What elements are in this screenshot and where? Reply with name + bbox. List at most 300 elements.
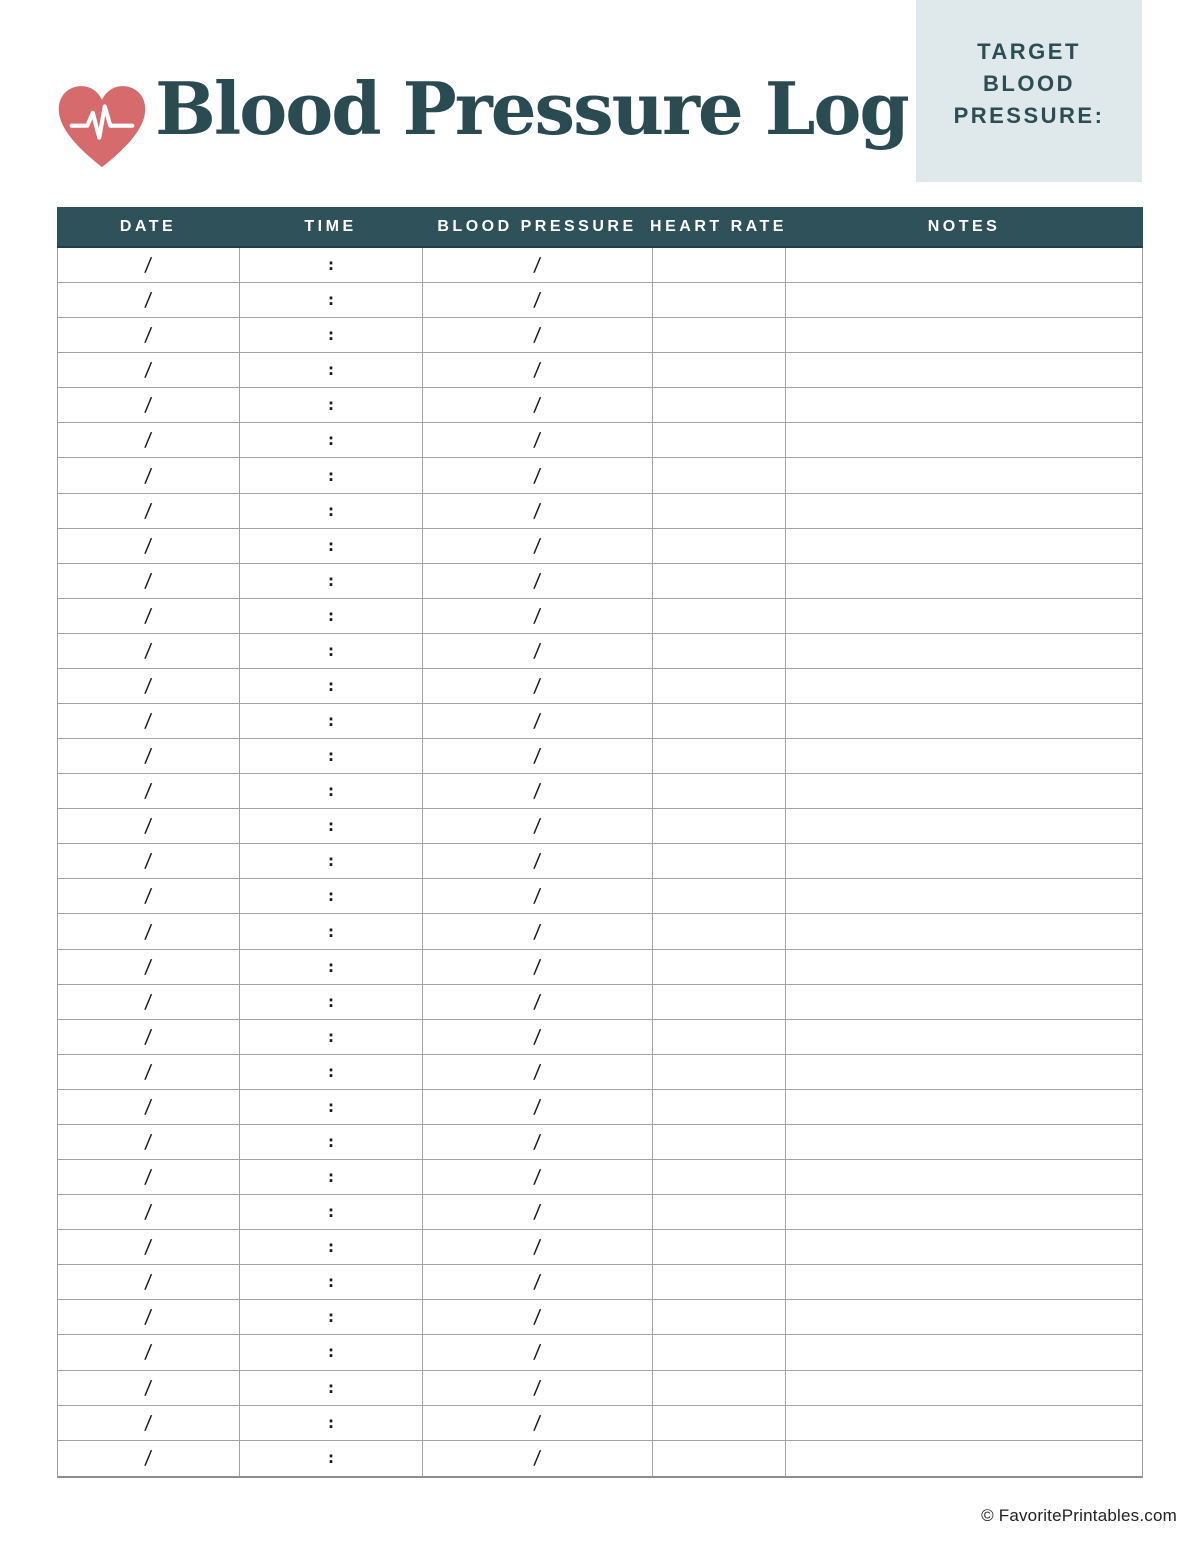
- time-cell: [240, 739, 423, 773]
- slash-separator-mark: /: [144, 815, 153, 838]
- table-row: [58, 1230, 1142, 1265]
- colon-separator-mark: :: [328, 1097, 334, 1116]
- time-cell: [240, 388, 423, 422]
- notes-cell: [786, 634, 1142, 668]
- time-cell: [240, 809, 423, 843]
- slash-separator-mark: /: [144, 745, 153, 768]
- date-cell: [58, 388, 240, 422]
- colon-separator-mark: :: [328, 887, 334, 906]
- date-cell: [58, 1335, 240, 1369]
- colon-separator-mark: :: [328, 1027, 334, 1046]
- date-cell: [58, 985, 240, 1019]
- slash-separator-mark: /: [144, 289, 153, 312]
- notes-cell: [786, 1160, 1142, 1194]
- blood-pressure-cell: [423, 739, 653, 773]
- colon-separator-mark: :: [328, 256, 334, 275]
- slash-separator-mark: /: [533, 1411, 542, 1434]
- heart-rate-cell: [653, 844, 786, 878]
- time-cell: [240, 950, 423, 984]
- blood-pressure-cell: [423, 529, 653, 563]
- slash-separator-mark: /: [533, 359, 542, 382]
- table-row: [58, 599, 1142, 634]
- notes-cell: [786, 1441, 1142, 1476]
- blood-pressure-cell: [423, 564, 653, 598]
- blood-pressure-cell: [423, 423, 653, 457]
- notes-cell: [786, 704, 1142, 738]
- colon-separator-mark: :: [328, 1378, 334, 1397]
- table-row: [58, 318, 1142, 353]
- table-row: [58, 1300, 1142, 1335]
- heart-rate-cell: [653, 1020, 786, 1054]
- slash-separator-mark: /: [144, 1236, 153, 1259]
- heart-rate-cell: [653, 353, 786, 387]
- table-row: [58, 774, 1142, 809]
- heart-ekg-icon: [56, 84, 148, 172]
- slash-separator-mark: /: [144, 990, 153, 1013]
- notes-cell: [786, 1300, 1142, 1334]
- heart-rate-cell: [653, 809, 786, 843]
- date-cell: [58, 739, 240, 773]
- notes-cell: [786, 529, 1142, 563]
- date-cell: [58, 704, 240, 738]
- date-cell: [58, 494, 240, 528]
- colon-separator-mark: :: [328, 606, 334, 625]
- notes-cell: [786, 739, 1142, 773]
- time-cell: [240, 599, 423, 633]
- slash-separator-mark: /: [533, 639, 542, 662]
- heart-rate-cell: [653, 739, 786, 773]
- slash-separator-mark: /: [533, 1271, 542, 1294]
- colon-separator-mark: :: [328, 1062, 334, 1081]
- table-row: [58, 1195, 1142, 1230]
- slash-separator-mark: /: [144, 1447, 153, 1470]
- colon-separator-mark: :: [328, 641, 334, 660]
- blood-pressure-cell: [423, 353, 653, 387]
- slash-separator-mark: /: [533, 534, 542, 557]
- table-row: [58, 1090, 1142, 1125]
- notes-cell: [786, 1230, 1142, 1264]
- date-cell: [58, 879, 240, 913]
- time-cell: [240, 353, 423, 387]
- slash-separator-mark: /: [144, 1201, 153, 1224]
- table-row: [58, 388, 1142, 423]
- table-row: [58, 248, 1142, 283]
- heart-rate-cell: [653, 1230, 786, 1264]
- date-cell: [58, 844, 240, 878]
- notes-cell: [786, 950, 1142, 984]
- blood-pressure-cell: [423, 634, 653, 668]
- date-cell: [58, 809, 240, 843]
- heart-rate-cell: [653, 774, 786, 808]
- slash-separator-mark: /: [533, 289, 542, 312]
- blood-pressure-cell: [423, 704, 653, 738]
- notes-cell: [786, 1195, 1142, 1229]
- slash-separator-mark: /: [144, 1341, 153, 1364]
- blood-pressure-cell: [423, 1160, 653, 1194]
- date-cell: [58, 1160, 240, 1194]
- notes-cell: [786, 844, 1142, 878]
- date-cell: [58, 1055, 240, 1089]
- blood-pressure-cell: [423, 879, 653, 913]
- notes-cell: [786, 494, 1142, 528]
- colon-separator-mark: :: [328, 501, 334, 520]
- date-cell: [58, 1230, 240, 1264]
- slash-separator-mark: /: [533, 674, 542, 697]
- table-row: [58, 1441, 1142, 1476]
- slash-separator-mark: /: [533, 1166, 542, 1189]
- heart-rate-cell: [653, 423, 786, 457]
- slash-separator-mark: /: [533, 815, 542, 838]
- slash-separator-mark: /: [533, 1341, 542, 1364]
- notes-cell: [786, 564, 1142, 598]
- slash-separator-mark: /: [144, 920, 153, 943]
- page-title: Blood Pressure Log: [155, 66, 908, 151]
- slash-separator-mark: /: [144, 850, 153, 873]
- date-cell: [58, 423, 240, 457]
- slash-separator-mark: /: [144, 710, 153, 733]
- table-row: [58, 564, 1142, 599]
- time-cell: [240, 318, 423, 352]
- blood-pressure-cell: [423, 1441, 653, 1476]
- heart-rate-cell: [653, 1055, 786, 1089]
- heart-rate-cell: [653, 634, 786, 668]
- time-cell: [240, 1020, 423, 1054]
- blood-pressure-cell: [423, 950, 653, 984]
- slash-separator-mark: /: [144, 499, 153, 522]
- slash-separator-mark: /: [144, 1130, 153, 1153]
- colon-separator-mark: :: [328, 466, 334, 485]
- column-header-blood-pressure: BLOOD PRESSURE: [437, 217, 637, 235]
- slash-separator-mark: /: [533, 850, 542, 873]
- target-blood-pressure-box: [916, 0, 1142, 182]
- colon-separator-mark: :: [328, 1203, 334, 1222]
- date-cell: [58, 599, 240, 633]
- blood-pressure-cell: [423, 669, 653, 703]
- table-row: [58, 879, 1142, 914]
- slash-separator-mark: /: [533, 604, 542, 627]
- time-cell: [240, 1125, 423, 1159]
- slash-separator-mark: /: [144, 1166, 153, 1189]
- slash-separator-mark: /: [144, 464, 153, 487]
- heart-rate-cell: [653, 914, 786, 948]
- heart-rate-cell: [653, 1090, 786, 1124]
- time-cell: [240, 1090, 423, 1124]
- blood-pressure-cell: [423, 1195, 653, 1229]
- slash-separator-mark: /: [533, 1376, 542, 1399]
- colon-separator-mark: :: [328, 1238, 334, 1257]
- blood-pressure-cell: [423, 774, 653, 808]
- time-cell: [240, 879, 423, 913]
- heart-rate-cell: [653, 1265, 786, 1299]
- colon-separator-mark: :: [328, 1308, 334, 1327]
- blood-pressure-log-table: [57, 207, 1143, 1478]
- time-cell: [240, 669, 423, 703]
- colon-separator-mark: :: [328, 1273, 334, 1292]
- time-cell: [240, 1371, 423, 1405]
- date-cell: [58, 1090, 240, 1124]
- slash-separator-mark: /: [144, 1025, 153, 1048]
- slash-separator-mark: /: [533, 1236, 542, 1259]
- column-header-notes: NOTES: [927, 217, 1001, 235]
- heart-rate-cell: [653, 318, 786, 352]
- colon-separator-mark: :: [328, 571, 334, 590]
- slash-separator-mark: /: [144, 885, 153, 908]
- blood-pressure-cell: [423, 494, 653, 528]
- blood-pressure-cell: [423, 1265, 653, 1299]
- colon-separator-mark: :: [328, 1449, 334, 1468]
- slash-separator-mark: /: [144, 324, 153, 347]
- heart-rate-cell: [653, 1371, 786, 1405]
- slash-separator-mark: /: [144, 674, 153, 697]
- notes-cell: [786, 879, 1142, 913]
- blood-pressure-cell: [423, 283, 653, 317]
- blood-pressure-cell: [423, 985, 653, 1019]
- date-cell: [58, 529, 240, 563]
- time-cell: [240, 1406, 423, 1440]
- notes-cell: [786, 669, 1142, 703]
- colon-separator-mark: :: [328, 817, 334, 836]
- notes-cell: [786, 1335, 1142, 1369]
- table-row: [58, 985, 1142, 1020]
- column-header-heart-rate: HEART RATE: [650, 217, 787, 235]
- table-row: [58, 458, 1142, 493]
- blood-pressure-cell: [423, 1020, 653, 1054]
- heart-rate-cell: [653, 564, 786, 598]
- slash-separator-mark: /: [144, 1306, 153, 1329]
- date-cell: [58, 774, 240, 808]
- slash-separator-mark: /: [533, 1060, 542, 1083]
- table-row: [58, 634, 1142, 669]
- slash-separator-mark: /: [533, 710, 542, 733]
- slash-separator-mark: /: [144, 394, 153, 417]
- colon-separator-mark: :: [328, 326, 334, 345]
- slash-separator-mark: /: [533, 745, 542, 768]
- date-cell: [58, 1265, 240, 1299]
- time-cell: [240, 1441, 423, 1476]
- slash-separator-mark: /: [144, 254, 153, 277]
- time-cell: [240, 564, 423, 598]
- slash-separator-mark: /: [144, 1411, 153, 1434]
- slash-separator-mark: /: [533, 990, 542, 1013]
- notes-cell: [786, 318, 1142, 352]
- copyright-text: © FavoritePrintables.com: [981, 1506, 1177, 1525]
- time-cell: [240, 529, 423, 563]
- time-cell: [240, 634, 423, 668]
- date-cell: [58, 283, 240, 317]
- time-cell: [240, 1055, 423, 1089]
- blood-pressure-cell: [423, 1335, 653, 1369]
- colon-separator-mark: :: [328, 747, 334, 766]
- table-row: [58, 529, 1142, 564]
- time-cell: [240, 844, 423, 878]
- slash-separator-mark: /: [144, 534, 153, 557]
- slash-separator-mark: /: [144, 1271, 153, 1294]
- slash-separator-mark: /: [533, 324, 542, 347]
- heart-rate-cell: [653, 248, 786, 282]
- heart-rate-cell: [653, 458, 786, 492]
- blood-pressure-cell: [423, 1230, 653, 1264]
- slash-separator-mark: /: [533, 955, 542, 978]
- slash-separator-mark: /: [533, 464, 542, 487]
- table-body: [57, 248, 1143, 1478]
- colon-separator-mark: :: [328, 1343, 334, 1362]
- target-blood-pressure-label: TARGET BLOOD PRESSURE:: [953, 39, 1105, 128]
- time-cell: [240, 985, 423, 1019]
- table-row: [58, 950, 1142, 985]
- notes-cell: [786, 248, 1142, 282]
- blood-pressure-cell: [423, 1055, 653, 1089]
- date-cell: [58, 950, 240, 984]
- column-header-time: TIME: [304, 217, 357, 235]
- table-row: [58, 283, 1142, 318]
- slash-separator-mark: /: [144, 359, 153, 382]
- date-cell: [58, 1125, 240, 1159]
- blood-pressure-cell: [423, 1125, 653, 1159]
- date-cell: [58, 1195, 240, 1229]
- blood-pressure-cell: [423, 458, 653, 492]
- slash-separator-mark: /: [144, 1060, 153, 1083]
- blood-pressure-cell: [423, 844, 653, 878]
- table-row: [58, 1125, 1142, 1160]
- table-row: [58, 669, 1142, 704]
- notes-cell: [786, 1125, 1142, 1159]
- date-cell: [58, 1371, 240, 1405]
- notes-cell: [786, 388, 1142, 422]
- slash-separator-mark: /: [533, 1306, 542, 1329]
- notes-cell: [786, 353, 1142, 387]
- time-cell: [240, 1335, 423, 1369]
- notes-cell: [786, 809, 1142, 843]
- heart-rate-cell: [653, 1441, 786, 1476]
- notes-cell: [786, 1055, 1142, 1089]
- heart-rate-cell: [653, 704, 786, 738]
- time-cell: [240, 1230, 423, 1264]
- notes-cell: [786, 423, 1142, 457]
- time-cell: [240, 1195, 423, 1229]
- table-row: [58, 739, 1142, 774]
- time-cell: [240, 458, 423, 492]
- colon-separator-mark: :: [328, 536, 334, 555]
- notes-cell: [786, 1371, 1142, 1405]
- colon-separator-mark: :: [328, 1413, 334, 1432]
- notes-cell: [786, 1020, 1142, 1054]
- slash-separator-mark: /: [533, 429, 542, 452]
- slash-separator-mark: /: [144, 780, 153, 803]
- heart-rate-cell: [653, 1300, 786, 1334]
- blood-pressure-cell: [423, 1090, 653, 1124]
- time-cell: [240, 774, 423, 808]
- table-row: [58, 494, 1142, 529]
- slash-separator-mark: /: [533, 569, 542, 592]
- slash-separator-mark: /: [533, 254, 542, 277]
- date-cell: [58, 564, 240, 598]
- table-row: [58, 1406, 1142, 1441]
- colon-separator-mark: :: [328, 782, 334, 801]
- table-row: [58, 844, 1142, 879]
- date-cell: [58, 1406, 240, 1440]
- colon-separator-mark: :: [328, 957, 334, 976]
- heart-rate-cell: [653, 283, 786, 317]
- date-cell: [58, 458, 240, 492]
- heart-rate-cell: [653, 669, 786, 703]
- blood-pressure-cell: [423, 1406, 653, 1440]
- table-row: [58, 353, 1142, 388]
- colon-separator-mark: :: [328, 396, 334, 415]
- time-cell: [240, 1265, 423, 1299]
- time-cell: [240, 494, 423, 528]
- notes-cell: [786, 458, 1142, 492]
- slash-separator-mark: /: [533, 394, 542, 417]
- blood-pressure-cell: [423, 599, 653, 633]
- time-cell: [240, 704, 423, 738]
- time-cell: [240, 914, 423, 948]
- table-header-row: [57, 207, 1143, 248]
- colon-separator-mark: :: [328, 291, 334, 310]
- date-cell: [58, 248, 240, 282]
- slash-separator-mark: /: [533, 1201, 542, 1224]
- slash-separator-mark: /: [144, 1095, 153, 1118]
- heart-rate-cell: [653, 1125, 786, 1159]
- table-row: [58, 1371, 1142, 1406]
- colon-separator-mark: :: [328, 1132, 334, 1151]
- heart-rate-cell: [653, 879, 786, 913]
- slash-separator-mark: /: [144, 604, 153, 627]
- notes-cell: [786, 774, 1142, 808]
- colon-separator-mark: :: [328, 712, 334, 731]
- slash-separator-mark: /: [533, 1130, 542, 1153]
- slash-separator-mark: /: [533, 1447, 542, 1470]
- slash-separator-mark: /: [144, 1376, 153, 1399]
- table-row: [58, 704, 1142, 739]
- slash-separator-mark: /: [144, 429, 153, 452]
- heart-rate-cell: [653, 599, 786, 633]
- table-row: [58, 1335, 1142, 1370]
- heart-rate-cell: [653, 1160, 786, 1194]
- slash-separator-mark: /: [533, 920, 542, 943]
- date-cell: [58, 669, 240, 703]
- colon-separator-mark: :: [328, 1168, 334, 1187]
- blood-pressure-cell: [423, 318, 653, 352]
- heart-rate-cell: [653, 494, 786, 528]
- table-row: [58, 1020, 1142, 1055]
- table-row: [58, 914, 1142, 949]
- time-cell: [240, 423, 423, 457]
- heart-rate-cell: [653, 388, 786, 422]
- heart-rate-cell: [653, 1195, 786, 1229]
- table-row: [58, 423, 1142, 458]
- table-row: [58, 1265, 1142, 1300]
- notes-cell: [786, 985, 1142, 1019]
- time-cell: [240, 1300, 423, 1334]
- date-cell: [58, 1020, 240, 1054]
- table-row: [58, 809, 1142, 844]
- date-cell: [58, 1300, 240, 1334]
- column-header-date: DATE: [119, 217, 177, 235]
- heart-rate-cell: [653, 950, 786, 984]
- slash-separator-mark: /: [533, 499, 542, 522]
- notes-cell: [786, 599, 1142, 633]
- time-cell: [240, 283, 423, 317]
- blood-pressure-cell: [423, 1371, 653, 1405]
- notes-cell: [786, 283, 1142, 317]
- slash-separator-mark: /: [533, 1095, 542, 1118]
- time-cell: [240, 1160, 423, 1194]
- notes-cell: [786, 1406, 1142, 1440]
- slash-separator-mark: /: [533, 780, 542, 803]
- colon-separator-mark: :: [328, 676, 334, 695]
- colon-separator-mark: :: [328, 922, 334, 941]
- date-cell: [58, 914, 240, 948]
